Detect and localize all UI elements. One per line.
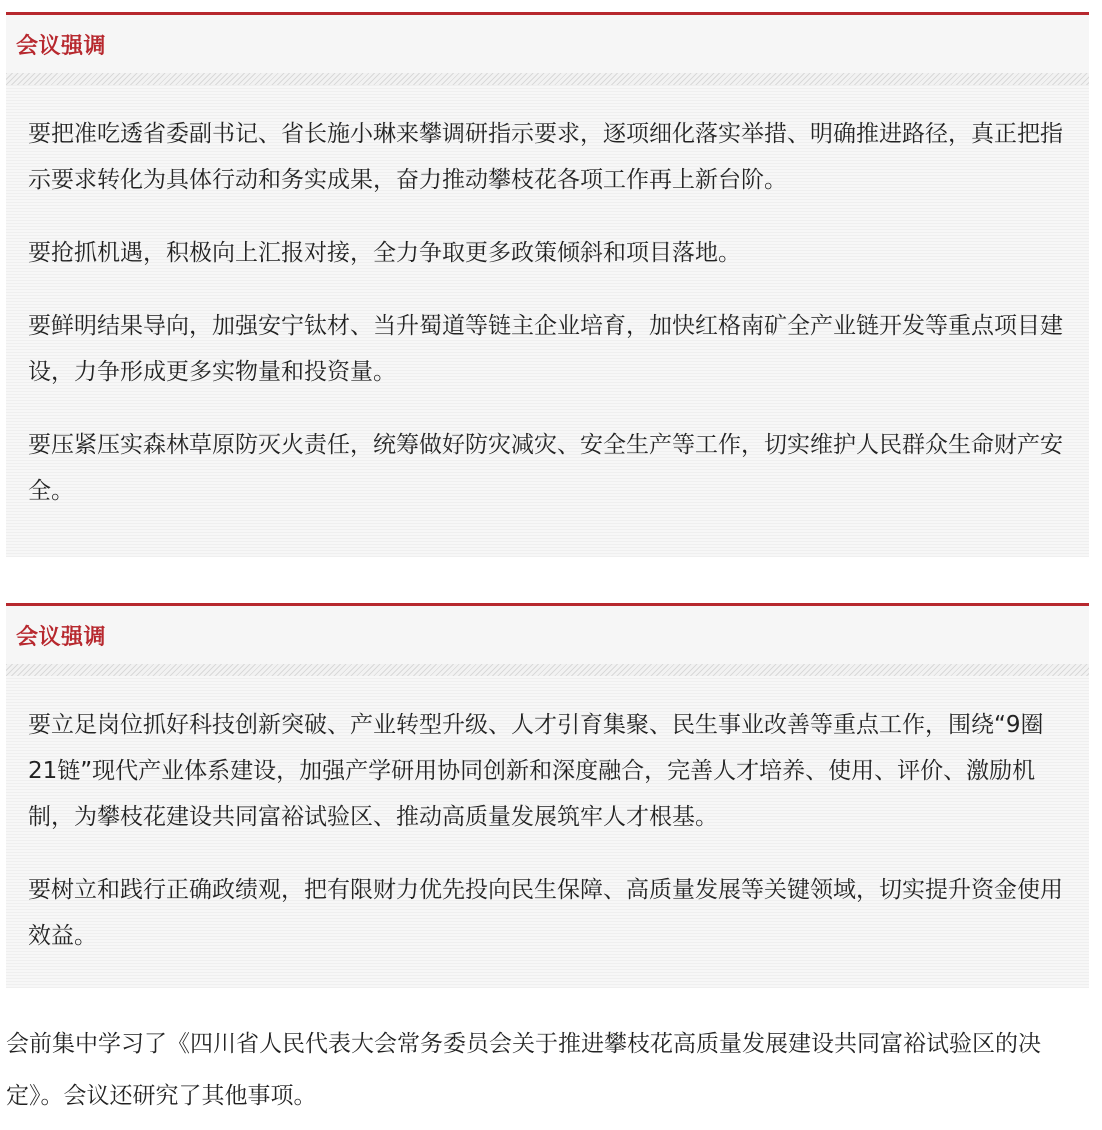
paragraph: 要压紧压实森林草原防灭火责任，统筹做好防灾减灾、安全生产等工作，切实维护人民群众生命财产安全。 [28, 432, 1063, 504]
section-header [6, 606, 1089, 664]
closing-paragraph: 会前集中学习了《四川省人民代表大会常务委员会关于推进攀枝花高质量发展建设共同富裕试验区的决定》。会议还研究了其他事项。 [6, 1031, 1041, 1109]
section-body [6, 676, 1089, 988]
header-divider [6, 73, 1089, 85]
section-header [6, 15, 1089, 73]
paragraph: 要树立和践行正确政绩观，把有限财力优先投向民生保障、高质量发展等关键领域，切实提升资金使用效益。 [28, 877, 1063, 949]
emphasis-section-2 [6, 603, 1089, 988]
paragraph: 要立足岗位抓好科技创新突破、产业转型升级、人才引育集聚、民生事业改善等重点工作，围绕“9圈21链”现代产业体系建设，加强产学研用协同创新和深度融合，完善人才培养、使用、评价、激励机制，为攀枝花建设共同富裕试验区、推动高质量发展筑牢人才根基。 [28, 712, 1044, 830]
paragraph: 要鲜明结果导向，加强安宁钛材、当升蜀道等链主企业培育，加快红格南矿全产业链开发等重点项目建设，力争形成更多实物量和投资量。 [28, 313, 1063, 385]
paragraph: 要把准吃透省委副书记、省长施小琳来攀调研指示要求，逐项细化落实举措、明确推进路径，真正把指示要求转化为具体行动和务实成果，奋力推动攀枝花各项工作再上新台阶。 [28, 121, 1063, 193]
paragraph: 要抢抓机遇，积极向上汇报对接，全力争取更多政策倾斜和项目落地。 [28, 240, 741, 266]
section-title: 会议强调 [16, 624, 107, 650]
emphasis-section-1 [6, 12, 1089, 557]
section-title: 会议强调 [16, 33, 107, 59]
section-body [6, 85, 1089, 557]
header-divider [6, 664, 1089, 676]
